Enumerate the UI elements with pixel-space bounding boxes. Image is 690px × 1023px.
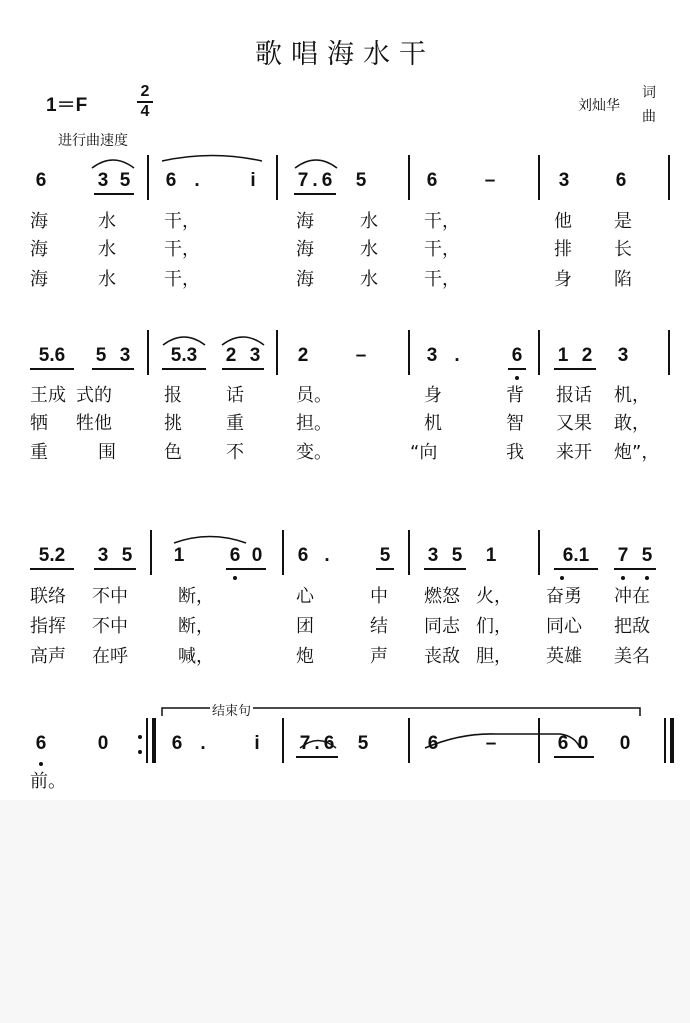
note: 6 xyxy=(321,170,333,191)
note: 6 xyxy=(229,545,241,566)
note: 3 xyxy=(558,170,570,191)
note: 7 xyxy=(617,545,629,566)
key-signature: 1＝F xyxy=(46,95,88,116)
lyric: 海 xyxy=(296,269,314,290)
barline xyxy=(538,718,540,763)
barline xyxy=(408,718,410,763)
lyric: 干， xyxy=(424,211,460,232)
beam xyxy=(222,368,264,370)
lyric: 干， xyxy=(164,269,200,290)
barline xyxy=(282,718,284,763)
lyric: 美名 xyxy=(614,646,650,667)
dot-extension: . xyxy=(200,733,206,754)
rest: 0 xyxy=(619,733,631,754)
lyric: 不中 xyxy=(92,616,128,637)
note: 6 xyxy=(165,170,177,191)
lyric: 冲在 xyxy=(614,586,650,607)
note: 6.1 xyxy=(562,545,590,566)
note: 7 xyxy=(297,170,309,191)
lyric: 海 xyxy=(296,211,314,232)
lyric: 海 xyxy=(30,211,48,232)
low-octave-dot xyxy=(233,576,237,580)
lyric: 担。 xyxy=(296,413,332,434)
note: 5 xyxy=(357,733,369,754)
lyric: 喊， xyxy=(178,646,214,667)
note: 3 xyxy=(426,345,438,366)
lyric: 们， xyxy=(476,616,512,637)
lyric: 海 xyxy=(30,269,48,290)
rest: 0 xyxy=(251,545,263,566)
note: 5 xyxy=(379,545,391,566)
dot-extension: . xyxy=(312,170,318,191)
note: 3 xyxy=(249,345,261,366)
low-octave-dot xyxy=(515,376,519,380)
lyric: 围 xyxy=(98,442,116,463)
beam xyxy=(296,756,338,758)
note: 2 xyxy=(581,345,593,366)
slur xyxy=(92,160,134,168)
lyric: 话 xyxy=(226,385,244,406)
ending-label: 结束句 xyxy=(210,700,253,719)
lyric: 报话 xyxy=(556,385,592,406)
lyric: 员。 xyxy=(296,385,332,406)
rest: 0 xyxy=(97,733,109,754)
barline xyxy=(538,530,540,575)
low-octave-dot xyxy=(645,576,649,580)
low-octave-dot xyxy=(39,762,43,766)
lyric: 高声 xyxy=(30,646,66,667)
note: 5 xyxy=(121,545,133,566)
lyric: 牲他 xyxy=(76,413,112,434)
lyric: 同志 xyxy=(424,616,460,637)
note: 5.3 xyxy=(170,345,198,366)
lyric: 同心 xyxy=(546,616,582,637)
note: 5 xyxy=(355,170,367,191)
slur xyxy=(163,337,205,345)
time-signature-bottom: 4 xyxy=(140,103,150,120)
beam xyxy=(94,193,134,195)
beam xyxy=(30,368,74,370)
lyric: 干， xyxy=(424,269,460,290)
final-barline-thick xyxy=(670,718,674,763)
beam xyxy=(94,568,136,570)
lyric: 变。 xyxy=(296,442,332,463)
lyric: 英雄 xyxy=(546,646,582,667)
dash: – xyxy=(484,170,496,191)
note: 5 xyxy=(95,345,107,366)
note: 3 xyxy=(119,345,131,366)
barline xyxy=(538,330,540,375)
repeat-barline-thick xyxy=(152,718,156,763)
lyric: 海 xyxy=(30,239,48,260)
lyric: 水 xyxy=(360,239,378,260)
lyric: 声 xyxy=(370,646,388,667)
beam xyxy=(614,568,656,570)
note: 5 xyxy=(641,545,653,566)
beam xyxy=(424,568,466,570)
lyric: 王成 xyxy=(30,385,66,406)
note: 6 xyxy=(35,733,47,754)
lyric: 干， xyxy=(164,239,200,260)
lyric: 水 xyxy=(360,269,378,290)
rest: 0 xyxy=(577,733,589,754)
lyric: 智 xyxy=(506,413,524,434)
beam xyxy=(508,368,526,370)
dot-extension: . xyxy=(454,345,460,366)
lyric: 式的 xyxy=(76,385,112,406)
lyric: 断， xyxy=(178,616,214,637)
barline xyxy=(668,330,670,375)
lyric: 炮 xyxy=(296,646,314,667)
lyric: 又果 xyxy=(556,413,592,434)
note: 1 xyxy=(173,545,185,566)
dash: – xyxy=(485,733,497,754)
lyric: 中 xyxy=(370,586,388,607)
lyric: 结 xyxy=(370,616,388,637)
barline xyxy=(147,155,149,200)
note: 6 xyxy=(323,733,335,754)
tempo-marking: 进行曲速度 xyxy=(58,133,128,149)
lyric: 排 xyxy=(554,239,572,260)
lyric: 重 xyxy=(226,413,244,434)
beam xyxy=(554,568,598,570)
note: 6 xyxy=(511,345,523,366)
note: i xyxy=(250,170,256,191)
barline xyxy=(150,530,152,575)
barline xyxy=(538,155,540,200)
note: 3 xyxy=(617,345,629,366)
lyric: 他 xyxy=(554,211,572,232)
note: 7 xyxy=(299,733,311,754)
lyric: 陷 xyxy=(614,269,632,290)
lyric: 重 xyxy=(30,442,48,463)
song-title: 歌唱海水干 xyxy=(255,39,435,70)
note: 3 xyxy=(97,545,109,566)
lyric: 牺 xyxy=(30,413,48,434)
lyric: 团 xyxy=(296,616,314,637)
note: 6 xyxy=(297,545,309,566)
lyric: 长 xyxy=(614,239,632,260)
note: 6 xyxy=(615,170,627,191)
lyric: 不 xyxy=(226,442,244,463)
lyric: 指挥 xyxy=(30,616,66,637)
beam xyxy=(162,368,206,370)
barline xyxy=(282,530,284,575)
note: 1 xyxy=(557,345,569,366)
music-credit-label: 曲 xyxy=(642,109,656,125)
repeat-barline xyxy=(146,718,148,763)
lyric: 丧敌 xyxy=(424,646,460,667)
author-name: 刘灿华 xyxy=(578,98,620,114)
note: 5 xyxy=(451,545,463,566)
dot-extension: . xyxy=(324,545,330,566)
lyric: 水 xyxy=(98,211,116,232)
lyric: 机， xyxy=(614,385,650,406)
lyric: 挑 xyxy=(164,413,182,434)
beam xyxy=(554,756,594,758)
note: 2 xyxy=(297,345,309,366)
note: 3 xyxy=(427,545,439,566)
note: 6 xyxy=(171,733,183,754)
lyric: 燃怒 xyxy=(424,586,460,607)
slur xyxy=(162,156,262,162)
note: 1 xyxy=(485,545,497,566)
lyric: 水 xyxy=(360,211,378,232)
lyric: 干， xyxy=(164,211,200,232)
barline xyxy=(408,530,410,575)
slur xyxy=(222,337,264,345)
beam xyxy=(554,368,596,370)
lyric: 心 xyxy=(296,586,314,607)
slur xyxy=(295,160,337,168)
lyric: 不中 xyxy=(92,586,128,607)
beam xyxy=(226,568,266,570)
barline xyxy=(408,330,410,375)
lyric: 在呼 xyxy=(92,646,128,667)
lyric: 水 xyxy=(98,269,116,290)
lyric: 联络 xyxy=(30,586,66,607)
lyric: 色 xyxy=(164,442,182,463)
lyric: 来开 xyxy=(556,442,592,463)
low-octave-dot xyxy=(560,576,564,580)
note: i xyxy=(254,733,260,754)
lyric: 把敌 xyxy=(614,616,650,637)
lyric: 奋勇 xyxy=(546,586,582,607)
barline xyxy=(276,155,278,200)
time-signature xyxy=(137,84,153,120)
barline xyxy=(276,330,278,375)
barline xyxy=(408,155,410,200)
beam xyxy=(376,568,394,570)
lyric: 报 xyxy=(164,385,182,406)
note: 6 xyxy=(427,733,439,754)
lyric: 身 xyxy=(424,385,442,406)
beam xyxy=(92,368,134,370)
low-octave-dot xyxy=(621,576,625,580)
slur xyxy=(174,537,246,544)
lyric: 干， xyxy=(424,239,460,260)
lyric: 炮”， xyxy=(614,442,660,463)
repeat-dot xyxy=(138,735,142,739)
repeat-dot xyxy=(138,750,142,754)
note: 6 xyxy=(426,170,438,191)
dash: – xyxy=(355,345,367,366)
lyric: 是 xyxy=(614,211,632,232)
barline xyxy=(668,155,670,200)
note: 6 xyxy=(557,733,569,754)
dot-extension: . xyxy=(194,170,200,191)
lyric: 前。 xyxy=(30,771,66,792)
lyric: 身 xyxy=(554,269,572,290)
dot-extension: . xyxy=(314,733,320,754)
lyric: 我 xyxy=(506,442,524,463)
lyric: 火， xyxy=(476,586,512,607)
lyric: 海 xyxy=(296,239,314,260)
barline xyxy=(147,330,149,375)
lyric: 水 xyxy=(98,239,116,260)
beam xyxy=(294,193,336,195)
beam xyxy=(30,568,74,570)
lyric: 断， xyxy=(178,586,214,607)
lyric: 机 xyxy=(424,413,442,434)
note: 5.2 xyxy=(38,545,66,566)
lyric: “向 xyxy=(410,442,438,463)
final-barline xyxy=(664,718,666,763)
lyric: 敢， xyxy=(614,413,650,434)
note: 6 xyxy=(35,170,47,191)
lyric: 胆， xyxy=(476,646,512,667)
lyric: 背 xyxy=(506,385,524,406)
note: 3 xyxy=(97,170,109,191)
time-signature-top: 2 xyxy=(140,83,150,100)
note: 5 xyxy=(119,170,131,191)
lyrics-credit-label: 词 xyxy=(642,85,656,101)
note: 5.6 xyxy=(38,345,66,366)
note: 2 xyxy=(225,345,237,366)
